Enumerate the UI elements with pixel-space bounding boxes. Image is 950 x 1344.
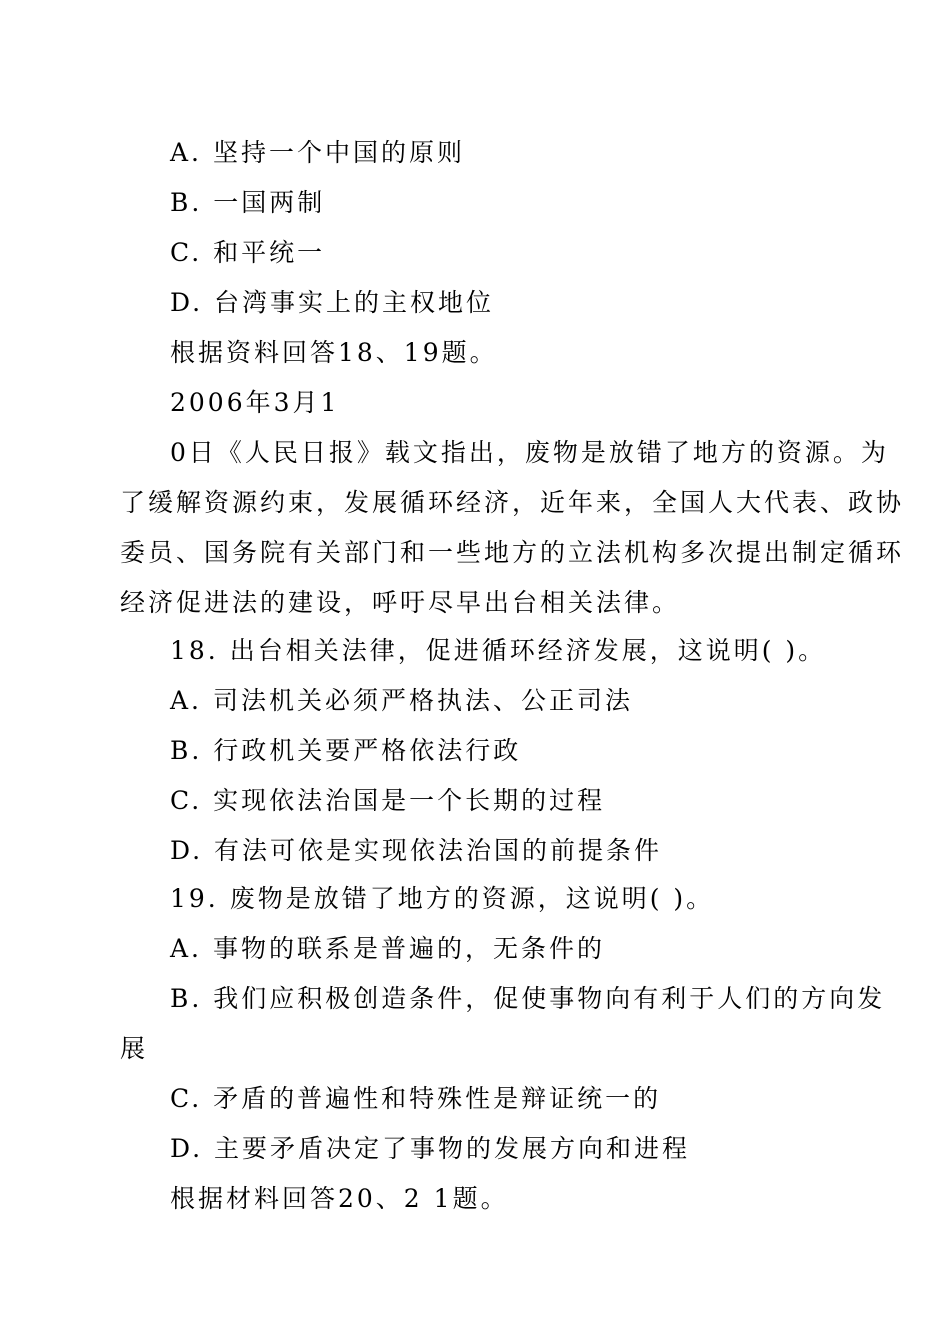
question-18-stem: 18. 出台相关法律，促进循环经济发展，这说明( )。 (170, 636, 827, 665)
option-b-text: B. 一国两制 (170, 188, 326, 217)
option-c-text: C. 和平统一 (170, 238, 326, 267)
question-19-stem: 19. 废物是放错了地方的资源，这说明( )。 (170, 884, 715, 913)
q19-option-b: B. 我们应积极创造条件，促使事物向有利于人们的方向发 (170, 984, 886, 1013)
section-instruction: 根据材料回答20、2 1题。 (170, 1184, 509, 1213)
material-paragraph-line: 委员、国务院有关部门和一些地方的立法机构多次提出制定循环 (120, 538, 905, 567)
q19-option-c: C. 矛盾的普遍性和特殊性是辩证统一的 (170, 1084, 662, 1113)
q18-option-d: D. 有法可依是实现依法治国的前提条件 (170, 836, 663, 865)
q19-option-a: A. 事物的联系是普遍的，无条件的 (170, 934, 605, 963)
option-d-text: D. 台湾事实上的主权地位 (170, 288, 495, 317)
material-paragraph-line: 经济促进法的建设，呼吁尽早出台相关法律。 (120, 588, 681, 617)
q19-option-d: D. 主要矛盾决定了事物的发展方向和进程 (170, 1134, 691, 1163)
q19-option-b-continued: 展 (120, 1034, 149, 1063)
material-date: 2006年3月1 (170, 388, 340, 417)
material-paragraph-line: 了缓解资源约束，发展循环经济，近年来，全国人大代表、政协 (120, 488, 905, 517)
q18-option-b: B. 行政机关要严格依法行政 (170, 736, 522, 765)
option-a-text: A. 坚持一个中国的原则 (170, 138, 465, 167)
q18-option-a: A. 司法机关必须严格执法、公正司法 (170, 686, 633, 715)
q18-option-c: C. 实现依法治国是一个长期的过程 (170, 786, 606, 815)
material-paragraph-line: 0日《人民日报》载文指出，废物是放错了地方的资源。为 (170, 438, 889, 467)
section-instruction: 根据资料回答18、19题。 (170, 338, 498, 367)
